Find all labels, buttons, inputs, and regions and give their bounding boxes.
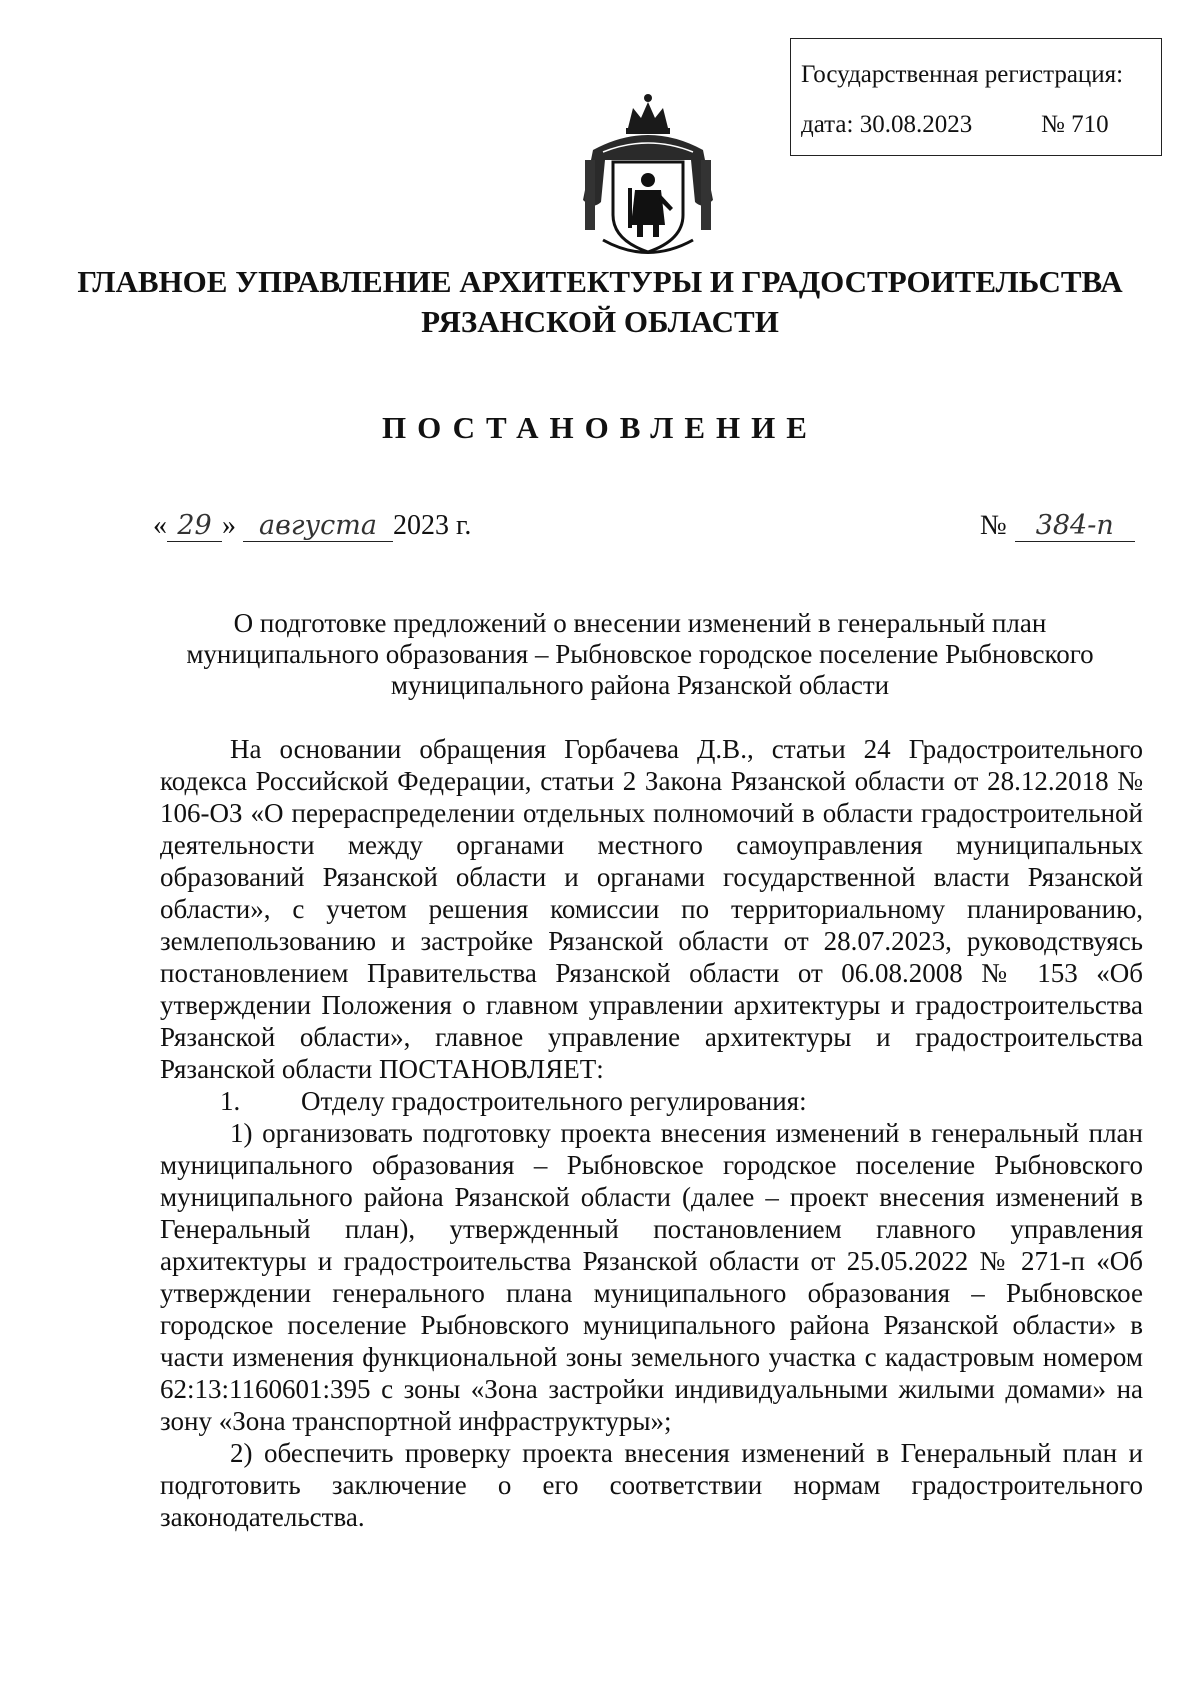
registration-number: № 710 (1041, 111, 1109, 138)
date-open-quote: « (153, 510, 167, 541)
item-1-number: 1. (220, 1086, 241, 1116)
document-type-title: ПОСТАНОВЛЕНИЕ (382, 410, 818, 445)
decree-body (160, 733, 1143, 1533)
registration-stamp (790, 38, 1162, 156)
subitem-2-paragraph: 2) обеспечить проверку проекта внесения изменений в Генеральный план и подготовить заключение о его соответствии нормам градостроительного законодательства. (160, 1438, 1143, 1532)
subject-line2: муниципального образования – Рыбновское городское поселение Рыбновского (186, 639, 1094, 669)
preamble-paragraph: На основании обращения Горбачева Д.В., статьи 24 Градостроительного кодекса Российской Федерации, статьи 2 Закона Рязанской области от 28.12.2018 № 106-ОЗ «О перераспределении отдельных полномочий в области градостроительной деятельности между органами местного самоуправления муниципальных образований Рязанской области и органами государственной власти Рязанской области», с учетом решения комиссии по территориальному планированию, землепользованию и застройке Рязанской области от 28.07.2023, руководствуясь постановлением Правительства Рязанской области от 06.08.2008 № 153 «Об утверждении Положения о главном управлении архитектуры и градостроительства Рязанской области», главное управление архитектуры и градостроительства Рязанской области ПОСТАНОВЛЯЕТ: (160, 734, 1143, 1084)
organization-name-line1: ГЛАВНОЕ УПРАВЛЕНИЕ АРХИТЕКТУРЫ И ГРАДОСТРОИТЕЛЬСТВА (77, 264, 1123, 299)
decree-number-label: № (980, 510, 1007, 541)
organization-name-line2: РЯЗАНСКОЙ ОБЛАСТИ (421, 304, 779, 339)
organization-name (0, 262, 1200, 342)
subject-line3: муниципального района Рязанской области (390, 670, 890, 700)
registration-title: Государственная регистрация: (801, 61, 1124, 88)
decree-number: 384-п (1015, 510, 1135, 542)
decree-number-line (980, 510, 1135, 542)
date-close-quote: » (222, 510, 236, 541)
decree-day: 29 (167, 510, 222, 542)
subject-line1: О подготовке предложений о внесении изменений в генеральный план (233, 608, 1047, 638)
decree-year: 2023 г. (393, 510, 472, 541)
subitem-1-paragraph: 1) организовать подготовку проекта внесения изменений в генеральный план муниципального образования – Рыбновское городское поселение Рыбновского муниципального района Рязанской области (далее – проект внесения изменений в Генеральный план), утвержденный постановлением главного управления архитектуры и градостроительства Рязанской области от 25.05.2022 № 271-п «Об утверждении генерального плана муниципального образования – Рыбновское городское поселение Рыбновского муниципального района Рязанской области» в части изменения функциональной зоны земельного участка с кадастровым номером 62:13:1160601:395 с зоны «Зона застройки индивидуальными жилыми домами» на зону «Зона транспортной инфраструктуры»; (160, 1118, 1143, 1436)
registration-date: дата: 30.08.2023 (801, 111, 973, 138)
decree-month: августа (243, 510, 393, 542)
decree-subject (160, 608, 1120, 701)
ryazan-coat-of-arms-icon (573, 90, 723, 260)
item-1 (160, 1085, 1143, 1117)
decree-date (153, 510, 471, 542)
item-1-text: Отделу градостроительного регулирования: (301, 1086, 807, 1116)
